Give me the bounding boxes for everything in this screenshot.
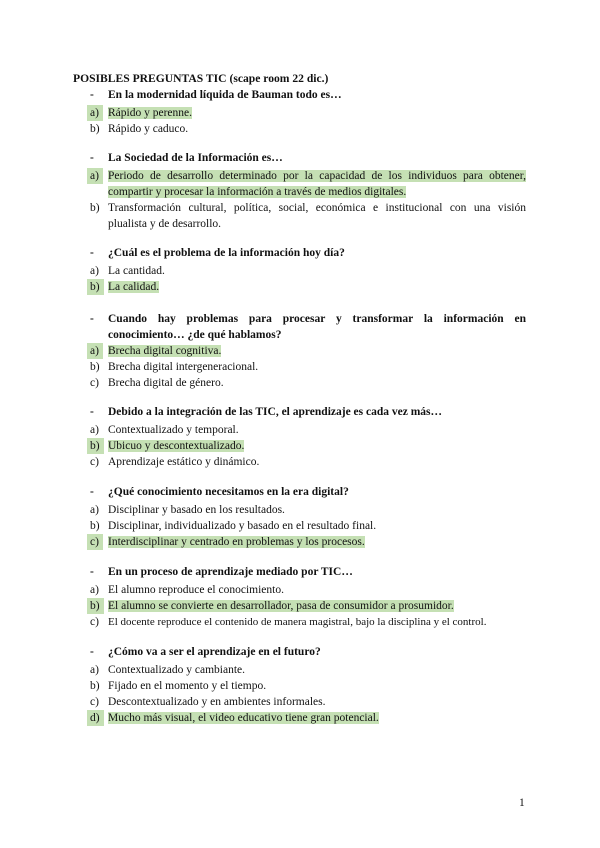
option-letter: c)	[90, 456, 99, 468]
option-letter: b)	[90, 680, 100, 692]
option-text: El alumno se convierte en desarrollador, pasa de consumidor a prosumidor.	[108, 600, 454, 612]
answer-option	[0, 502, 600, 518]
question-block	[0, 486, 600, 550]
answer-option	[0, 598, 600, 614]
option-letter: d)	[87, 710, 104, 726]
answer-option	[0, 678, 600, 694]
question-text: ¿Cómo va a ser el aprendizaje en el futuro?	[108, 646, 321, 658]
bullet-dash: -	[90, 247, 94, 259]
answer-option	[0, 422, 600, 438]
option-text: Descontextualizado y en ambientes informales.	[108, 696, 326, 708]
question-text: En la modernidad líquida de Bauman todo es…	[108, 89, 342, 101]
answer-option	[0, 375, 600, 391]
answer-option	[0, 438, 600, 454]
answer-option	[0, 200, 600, 232]
option-text: Contextualizado y cambiante.	[108, 664, 245, 676]
question-block	[0, 89, 600, 137]
option-text: Ubicuo y descontextualizado.	[108, 440, 245, 452]
option-letter: a)	[87, 343, 103, 359]
answer-option	[0, 105, 600, 121]
option-letter: a)	[90, 504, 99, 516]
option-text: Periodo de desarrollo determinado por la capacidad de los individuos para obtener, compartir y procesar la información a través de medios digitales.	[108, 170, 526, 198]
answer-option	[0, 694, 600, 710]
option-letter: c)	[90, 696, 99, 708]
option-text: Mucho más visual, el video educativo tiene gran potencial.	[108, 712, 379, 724]
option-letter: b)	[87, 438, 104, 454]
option-letter: a)	[90, 265, 99, 277]
option-text: Disciplinar, individualizado y basado en el resultado final.	[108, 520, 377, 532]
option-letter: c)	[90, 616, 99, 628]
answer-option	[0, 582, 600, 598]
question-text: ¿Cuál es el problema de la información hoy día?	[108, 247, 345, 259]
option-text: Disciplinar y basado en los resultados.	[108, 504, 285, 516]
question-text: En un proceso de aprendizaje mediado por TIC…	[108, 566, 353, 578]
option-text: La cantidad.	[108, 265, 165, 277]
question-text: La Sociedad de la Información es…	[108, 152, 283, 164]
option-letter: c)	[87, 534, 103, 550]
option-text: La calidad.	[108, 281, 160, 293]
option-letter: b)	[90, 123, 100, 135]
option-text: Contextualizado y temporal.	[108, 424, 239, 436]
option-letter: c)	[90, 377, 99, 389]
bullet-dash: -	[90, 313, 94, 325]
option-letter: b)	[87, 279, 104, 295]
bullet-dash: -	[90, 152, 94, 164]
option-letter: b)	[90, 361, 100, 373]
bullet-dash: -	[90, 89, 94, 101]
answer-option	[0, 662, 600, 678]
answer-option	[0, 518, 600, 534]
option-text: Interdisciplinar y centrado en problemas y los procesos.	[108, 536, 365, 548]
answer-option	[0, 168, 600, 200]
bullet-dash: -	[90, 406, 94, 418]
bullet-dash: -	[90, 486, 94, 498]
option-text: Aprendizaje estático y dinámico.	[108, 456, 260, 468]
answer-option	[0, 710, 600, 726]
option-text: Brecha digital cognitiva.	[108, 345, 222, 357]
option-letter: a)	[90, 664, 99, 676]
question-block	[0, 566, 600, 630]
answer-option	[0, 263, 600, 279]
question-block	[0, 247, 600, 295]
option-text: Brecha digital de género.	[108, 377, 224, 389]
option-letter: a)	[87, 168, 103, 184]
question-block	[0, 152, 600, 232]
answer-option	[0, 279, 600, 295]
question-text: Cuando hay problemas para procesar y transformar la información en conocimiento… ¿de qué hablamos?	[108, 313, 526, 341]
question-block	[0, 646, 600, 726]
option-text: El alumno reproduce el conocimiento.	[108, 584, 284, 596]
option-text: Transformación cultural, política, social, económica e institucional con una visión plualista y de desarrollo.	[108, 202, 526, 230]
option-text: Rápido y perenne.	[108, 107, 192, 119]
question-text: Debido a la integración de las TIC, el aprendizaje es cada vez más…	[108, 406, 443, 418]
option-letter: a)	[90, 584, 99, 596]
option-letter: b)	[87, 598, 104, 614]
option-text: Brecha digital intergeneracional.	[108, 361, 259, 373]
document-title: POSIBLES PREGUNTAS TIC (scape room 22 dic.)	[73, 72, 329, 85]
answer-option	[0, 454, 600, 470]
page-number: 1	[519, 797, 525, 809]
question-block	[0, 311, 600, 391]
option-letter: b)	[90, 520, 100, 532]
answer-option	[0, 343, 600, 359]
bullet-dash: -	[90, 646, 94, 658]
option-text: Rápido y caduco.	[108, 123, 189, 135]
option-text: Fijado en el momento y el tiempo.	[108, 680, 267, 692]
question-block	[0, 406, 600, 470]
option-letter: b)	[90, 202, 100, 214]
answer-option	[0, 614, 600, 630]
option-letter: a)	[87, 105, 103, 121]
answer-option	[0, 534, 600, 550]
option-letter: a)	[90, 424, 99, 436]
option-text: El docente reproduce el contenido de manera magistral, bajo la disciplina y el control.	[108, 616, 487, 628]
answer-option	[0, 359, 600, 375]
answer-option	[0, 121, 600, 137]
question-text: ¿Qué conocimiento necesitamos en la era digital?	[108, 486, 349, 498]
bullet-dash: -	[90, 566, 94, 578]
